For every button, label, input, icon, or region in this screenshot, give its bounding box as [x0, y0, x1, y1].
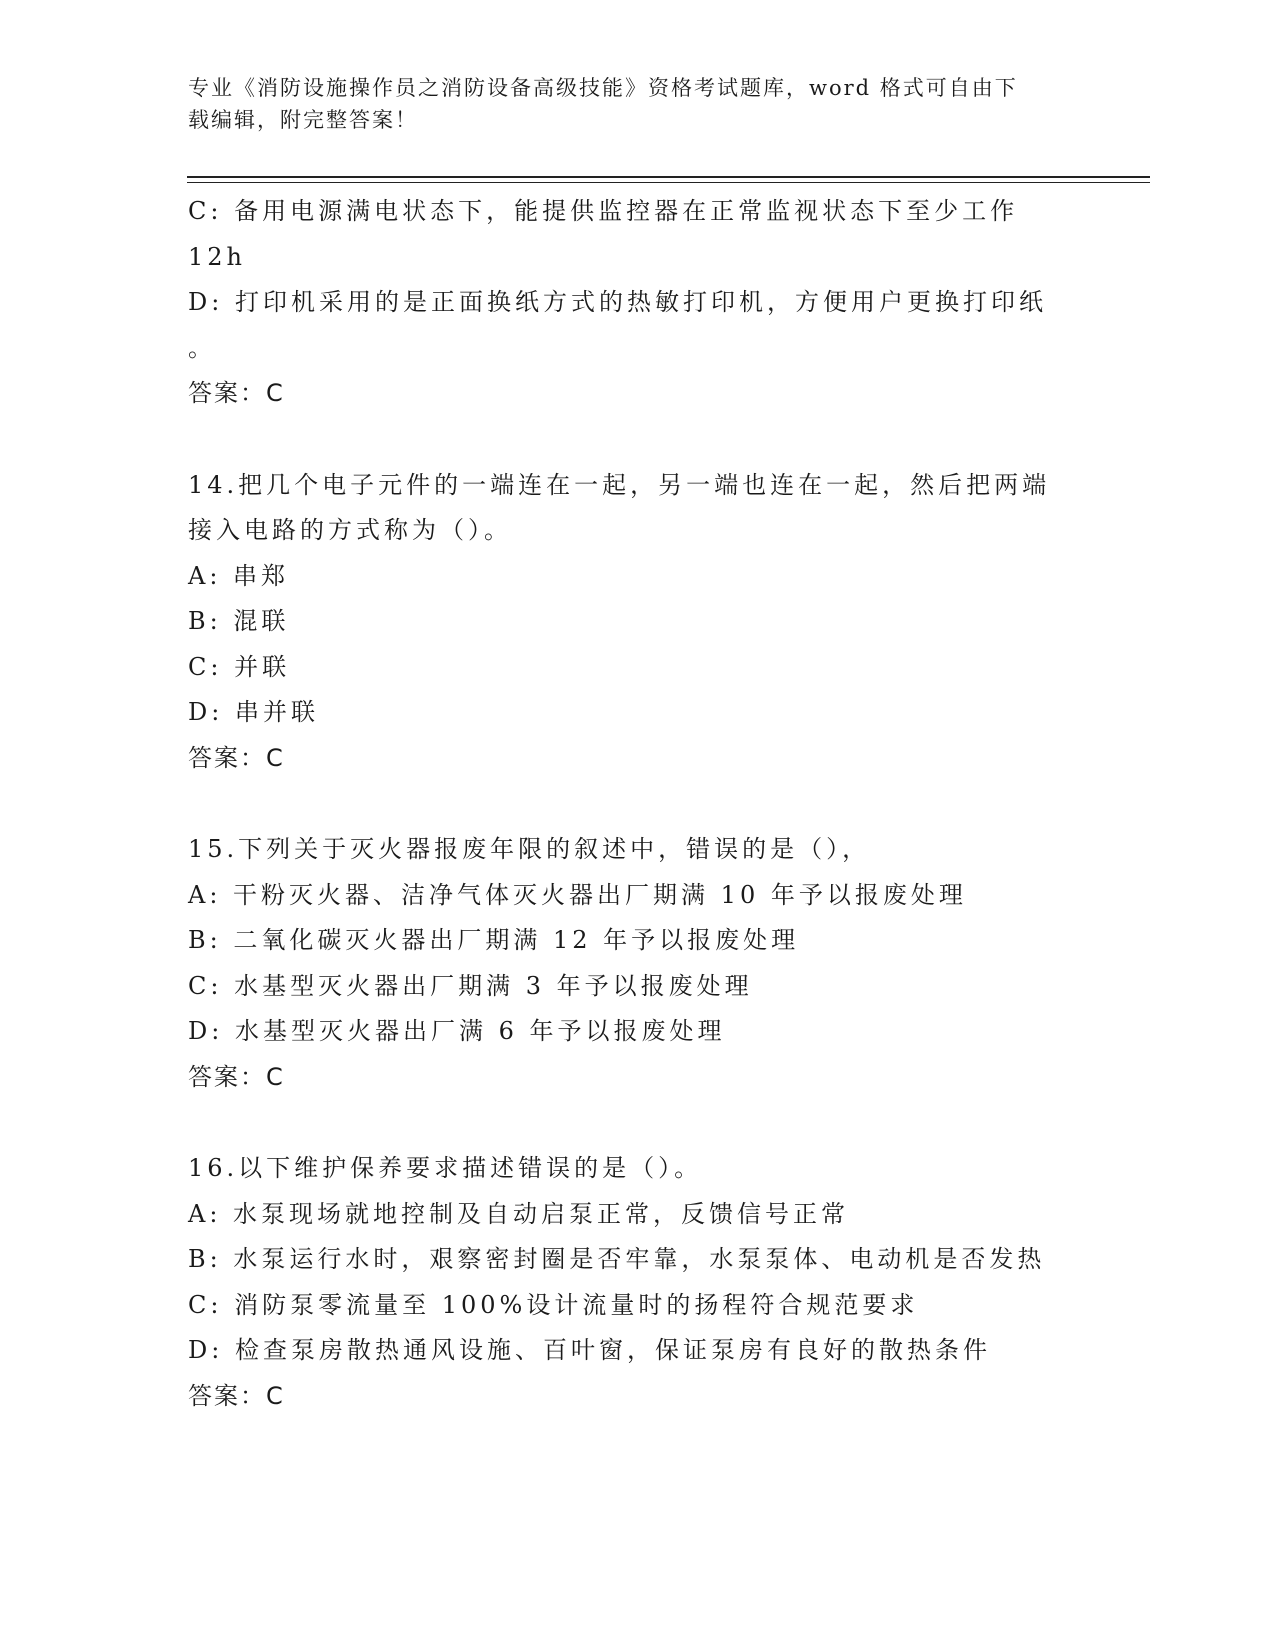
q13-option-c-line-2: 12h: [188, 242, 246, 271]
page-header: [188, 72, 1068, 136]
question-16: [188, 1146, 1088, 1419]
q14-option-a: A: 串郑: [188, 561, 290, 590]
header-line-2: 载编辑，附完整答案！: [188, 108, 418, 132]
header-line-1: 专业《消防设施操作员之消防设备高级技能》资格考试题库，word 格式可自由下: [188, 76, 1018, 100]
q16-option-b: B: 水泵运行水时，艰察密封圈是否牢靠，水泵泵体、电动机是否发热: [188, 1245, 1046, 1273]
q15-option-a: A: 干粉灭火器、洁净气体灭火器出厂期满 10 年予以报废处理: [188, 880, 967, 909]
q15-option-c: C: 水基型灭火器出厂期满 3 年予以报废处理: [188, 971, 753, 1000]
q14-stem-line-2: 接入电路的方式称为（）。: [188, 516, 512, 544]
q16-answer: 答案：C: [188, 1381, 285, 1410]
question-spacer: [188, 1100, 1088, 1146]
q13-option-d-line-2: 。: [188, 333, 216, 362]
header-rule-thin: [187, 182, 1150, 183]
question-spacer: [188, 781, 1088, 827]
q13-answer: 答案：C: [188, 379, 285, 407]
q14-option-b: B: 混联: [188, 607, 290, 635]
q13-option-d-line-1: D: 打印机采用的是正面换纸方式的热敏打印机，方便用户更换打印纸: [188, 288, 1047, 316]
document-body: [188, 189, 1088, 1419]
q15-option-b: B: 二氧化碳灭火器出厂期满 12 年予以报废处理: [188, 926, 800, 954]
q15-stem: 15.下列关于灭火器报废年限的叙述中，错误的是（），: [188, 835, 871, 863]
q14-stem-line-1: 14.把几个电子元件的一端连在一起，另一端也连在一起，然后把两端: [188, 470, 1051, 499]
q14-option-d: D: 串并联: [188, 698, 319, 726]
q16-option-d: D: 检查泵房散热通风设施、百叶窗，保证泵房有良好的散热条件: [188, 1336, 991, 1364]
q14-answer: 答案：C: [188, 743, 285, 772]
q16-option-c: C: 消防泵零流量至 100%设计流量时的扬程符合规范要求: [188, 1290, 919, 1319]
q14-option-c: C: 并联: [188, 652, 291, 681]
q13-option-c-line-1: C: 备用电源满电状态下，能提供监控器在正常监视状态下至少工作: [188, 197, 1019, 225]
question-13: [188, 189, 1088, 417]
q15-answer: 答案：C: [188, 1062, 285, 1091]
question-14: [188, 463, 1088, 782]
question-spacer: [188, 417, 1088, 463]
q16-stem: 16.以下维护保养要求描述错误的是（）。: [188, 1154, 703, 1182]
question-15: [188, 827, 1088, 1100]
q16-option-a: A: 水泵现场就地控制及自动启泵正常，反馈信号正常: [188, 1199, 850, 1228]
q15-option-d: D: 水基型灭火器出厂满 6 年予以报废处理: [188, 1017, 726, 1045]
header-rule-thick: [187, 176, 1150, 178]
